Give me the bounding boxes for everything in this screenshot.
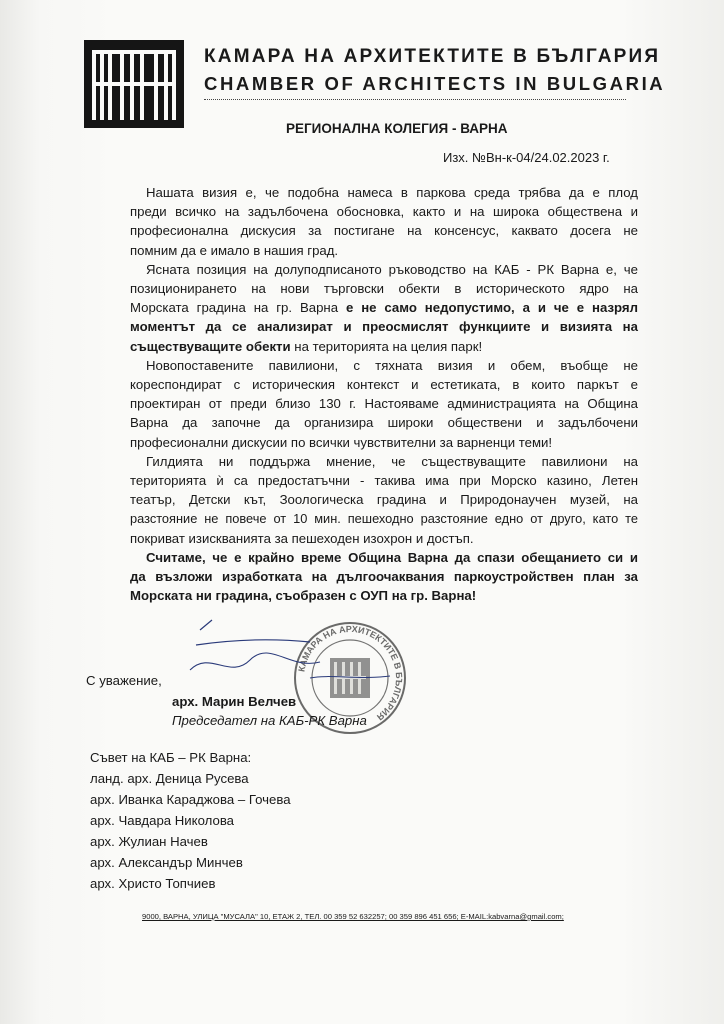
text-line: Нашата визия е, че подобна намеса в паркова среда трябва да е плод	[146, 185, 638, 200]
text-line: територията ѝ са предостатъчни - такива има при Морско казино, Летен	[130, 473, 638, 489]
text-line: разстояние не повече от 10 мин. пешеходно разстояние едно от друго, като те	[130, 511, 638, 527]
text-line	[130, 337, 638, 356]
reference-number: Изх. №Вн-к-04/24.02.2023 г.	[443, 150, 610, 165]
council-member: арх. Христо Топчиев	[90, 876, 216, 891]
text-line: помним да е имало в нашия град.	[130, 242, 339, 258]
council-member: арх. Александър Минчев	[90, 855, 243, 870]
text-line: професионална дискусия за постигане на консенсус, каквато досега не	[130, 223, 638, 239]
paragraph-3	[130, 356, 638, 452]
council-list	[90, 747, 291, 894]
council-member: арх. Иванка Караджова – Гочева	[90, 792, 291, 807]
text-line: Ясната позиция на долуподписаното ръководство на КАБ - РК Варна е, че	[146, 261, 638, 277]
bold-run: е не само недопустимо, а и че е назрял	[345, 300, 638, 316]
text-line: проектиран от преди близо 130 г. Настояваме администрацията на Община	[130, 396, 638, 412]
text-line: да възложи изработката на дългоочаквания паркоустройствен план за	[130, 569, 638, 585]
text-run: Морската градина на гр. Варна	[130, 300, 346, 316]
text-line: Варна да започне да организира широки обществени и задълбочени	[130, 415, 638, 431]
paragraph-2	[130, 260, 638, 356]
svg-text:КАМАРА НА АРХИТЕКТИТЕ В БЪЛГАР: КАМАРА НА АРХИТЕКТИТЕ В БЪЛГАРИЯ	[296, 623, 405, 723]
closing-salutation: С уважение,	[86, 673, 162, 688]
council-member: ланд. арх. Деница Русева	[90, 771, 249, 786]
council-member: арх. Жулиан Начев	[90, 834, 208, 849]
letter-body	[130, 183, 638, 605]
text-line: театър, Детски кът, Зоологическа градина и Природонаучен музей, на	[130, 492, 638, 508]
text-line: кореспондират с историческия контекст и естетиката, в които паркът е	[130, 377, 638, 393]
text-run: на територията на целия парк!	[290, 338, 483, 354]
text-line: Считаме, че е крайно време Община Варна да спази обещанието си и	[146, 549, 638, 565]
text-line: Морската ни градина, съобразен с ОУП на гр. Варна!	[130, 588, 477, 604]
signer-role: Председател на КАБ-РК Варна	[172, 713, 367, 728]
org-name-bg: КАМАРА НА АРХИТЕКТИТЕ В БЪЛГАРИЯ	[204, 46, 661, 67]
signer-name: арх. Марин Велчев	[172, 694, 297, 709]
text-line	[130, 298, 638, 317]
text-line: Новопоставените павилиони, с тяхната визия и обем, въобще не	[146, 357, 638, 373]
council-title: Съвет на КАБ – РК Варна:	[90, 750, 252, 765]
regional-college: РЕГИОНАЛНА КОЛЕГИЯ - ВАРНА	[286, 121, 508, 136]
paragraph-5	[130, 548, 638, 606]
text-line: Гилдията ни поддържа мнение, че съществуващите павилиони на	[146, 453, 638, 469]
header-divider	[204, 99, 626, 100]
paragraph-4	[130, 452, 638, 548]
text-line: преди всичко на задълбочена обосновка, както и на широка обществена и	[130, 204, 638, 220]
kab-logo	[84, 40, 184, 128]
text-line: професионални дискусии по всички чувствителни за варненци теми!	[130, 434, 553, 450]
text-line: позиционирането на нови търговски обекти в историческото ядро на	[130, 281, 638, 297]
paragraph-1	[130, 183, 638, 260]
council-member: арх. Чавдара Николова	[90, 813, 235, 828]
text-line: покриват изискванията за пешеходен изохрон и достъп.	[130, 530, 474, 546]
text-line: моментът да се анализират и преосмислят функциите и визията на	[130, 319, 638, 335]
bold-run: съществуващите обекти	[130, 338, 291, 354]
footer-contact: 9000, ВАРНА, УЛИЦА "МУСАЛА" 10, ЕТАЖ 2, ТЕЛ. 00 359 52 632257; 00 359 896 451 656; E-MAIL:kabvarna@gmail.com;	[142, 912, 564, 921]
org-name-en: CHAMBER OF ARCHITECTS IN BULGARIA	[204, 73, 666, 94]
